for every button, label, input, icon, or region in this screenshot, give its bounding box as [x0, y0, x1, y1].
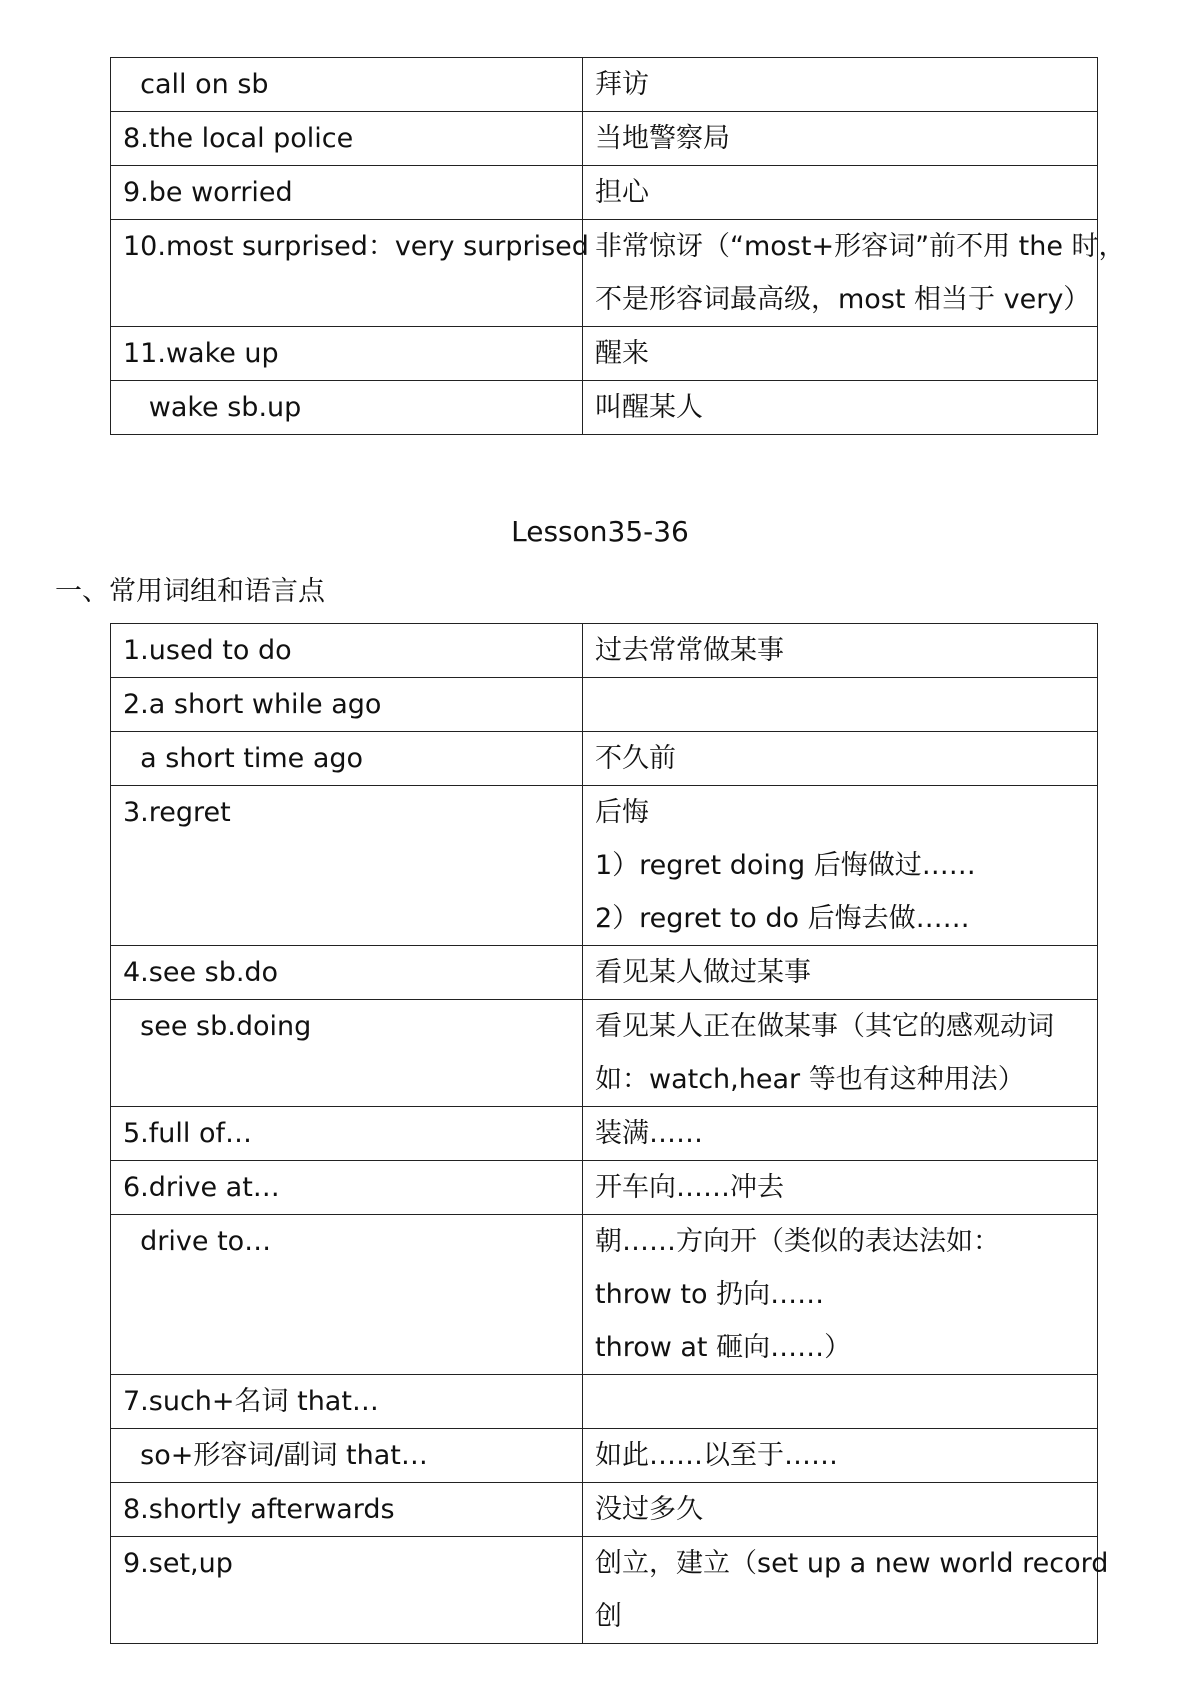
- meaning-cell: [583, 58, 1098, 112]
- term-cell: [111, 1537, 583, 1644]
- table-row: [111, 1375, 1098, 1429]
- meaning-cell: [583, 786, 1098, 946]
- term-text: 4.see sb.do: [123, 957, 279, 988]
- table-row: [111, 732, 1098, 786]
- term-text: 2.a short while ago: [123, 689, 382, 720]
- term-cell: [111, 381, 583, 435]
- meaning-text: 叫醒某人: [595, 392, 703, 423]
- meaning-cell: [583, 624, 1098, 678]
- term-text: wake sb.up: [123, 392, 302, 423]
- term-text: 10.most surprised：very surprised: [123, 231, 589, 262]
- meaning-text: 拜访: [595, 69, 649, 100]
- meaning-text: 没过多久: [595, 1494, 703, 1525]
- meaning-text: [595, 678, 1087, 731]
- table-row: [111, 58, 1098, 112]
- term-text: see sb.doing: [123, 1011, 312, 1042]
- term-cell: [111, 946, 583, 1000]
- table-row: [111, 220, 1098, 327]
- meaning-cell: [583, 946, 1098, 1000]
- meaning-cell: [583, 220, 1126, 327]
- term-cell: [111, 1000, 583, 1107]
- term-cell: [111, 732, 583, 786]
- meaning-text: 创: [595, 1601, 622, 1632]
- vocab-table-main: [110, 623, 1109, 1644]
- meaning-cell: [583, 678, 1098, 732]
- term-text: 1.used to do: [123, 635, 292, 666]
- table-row: [111, 1429, 1098, 1483]
- term-text: 9.set,up: [123, 1548, 233, 1579]
- term-cell: [111, 1107, 583, 1161]
- term-cell: [111, 1215, 583, 1375]
- term-cell: [111, 166, 583, 220]
- meaning-text: 不久前: [595, 743, 676, 774]
- term-text: 7.such+名词 that…: [123, 1386, 379, 1417]
- table-row: [111, 678, 1098, 732]
- term-cell: [111, 112, 583, 166]
- meaning-cell: [583, 112, 1098, 166]
- term-text: 6.drive at…: [123, 1172, 280, 1203]
- term-text: so+形容词/副词 that…: [123, 1440, 428, 1471]
- table-row: [111, 1483, 1098, 1537]
- meaning-cell: [583, 1483, 1098, 1537]
- meaning-text: [595, 1375, 1087, 1428]
- vocab-table-top: [110, 57, 1126, 435]
- meaning-text: 开车向……冲去: [595, 1172, 784, 1203]
- term-cell: [111, 678, 583, 732]
- table-row: [111, 112, 1098, 166]
- meaning-cell: [583, 381, 1098, 435]
- term-cell: [111, 220, 589, 327]
- meaning-text: 醒来: [595, 338, 649, 369]
- table-row: [111, 1000, 1098, 1107]
- meaning-text: 2）regret to do 后悔去做……: [595, 903, 970, 934]
- meaning-text: 装满……: [595, 1118, 703, 1149]
- term-text: drive to…: [123, 1226, 272, 1257]
- table-row: [111, 1161, 1098, 1215]
- meaning-cell: [583, 1215, 1098, 1375]
- table-row: [111, 1215, 1098, 1375]
- meaning-cell: [583, 166, 1098, 220]
- meaning-text: 创立，建立（set up a new world record: [595, 1548, 1109, 1579]
- meaning-text: 过去常常做某事: [595, 635, 784, 666]
- section-title: 一、常用词组和语言点: [55, 576, 325, 607]
- lesson-heading: Lesson35-36: [511, 515, 689, 548]
- meaning-text: 看见某人做过某事: [595, 957, 811, 988]
- term-text: 8.the local police: [123, 123, 354, 154]
- term-cell: [111, 327, 583, 381]
- table-row: [111, 381, 1098, 435]
- meaning-text: throw to 扔向……: [595, 1279, 825, 1310]
- term-cell: [111, 1161, 583, 1215]
- term-text: 5.full of…: [123, 1118, 252, 1149]
- term-text: 9.be worried: [123, 177, 293, 208]
- meaning-text: throw at 砸向……）: [595, 1332, 852, 1363]
- term-text: 3.regret: [123, 797, 231, 828]
- meaning-cell: [583, 1537, 1109, 1644]
- term-cell: [111, 786, 583, 946]
- table-row: [111, 786, 1098, 946]
- meaning-text: 朝……方向开（类似的表达法如：: [595, 1226, 1000, 1257]
- meaning-text: 如此……以至于……: [595, 1440, 838, 1471]
- table-row: [111, 624, 1098, 678]
- term-text: call on sb: [123, 69, 269, 100]
- meaning-cell: [583, 732, 1098, 786]
- meaning-text: 1）regret doing 后悔做过……: [595, 850, 976, 881]
- meaning-text: 后悔: [595, 797, 649, 828]
- table-row: [111, 946, 1098, 1000]
- term-text: 8.shortly afterwards: [123, 1494, 395, 1525]
- term-cell: [111, 1483, 583, 1537]
- term-cell: [111, 1429, 583, 1483]
- table-row: [111, 166, 1098, 220]
- meaning-cell: [583, 1107, 1098, 1161]
- meaning-text: 当地警察局: [595, 123, 730, 154]
- term-cell: [111, 624, 583, 678]
- meaning-text: 看见某人正在做某事（其它的感观动词: [595, 1011, 1054, 1042]
- term-text: 11.wake up: [123, 338, 279, 369]
- meaning-cell: [583, 1429, 1098, 1483]
- table-row: [111, 1107, 1098, 1161]
- meaning-cell: [583, 1375, 1098, 1429]
- meaning-cell: [583, 1000, 1098, 1107]
- meaning-text: 非常惊讶（“most+形容词”前不用 the 时，: [595, 231, 1126, 262]
- meaning-cell: [583, 1161, 1098, 1215]
- meaning-cell: [583, 327, 1098, 381]
- term-text: a short time ago: [123, 743, 364, 774]
- meaning-text: 不是形容词最高级，most 相当于 very）: [595, 284, 1091, 315]
- term-cell: [111, 1375, 583, 1429]
- term-cell: [111, 58, 583, 112]
- table-row: [111, 1537, 1098, 1644]
- meaning-text: 担心: [595, 177, 649, 208]
- table-row: [111, 327, 1098, 381]
- meaning-text: 如：watch,hear 等也有这种用法）: [595, 1064, 1025, 1095]
